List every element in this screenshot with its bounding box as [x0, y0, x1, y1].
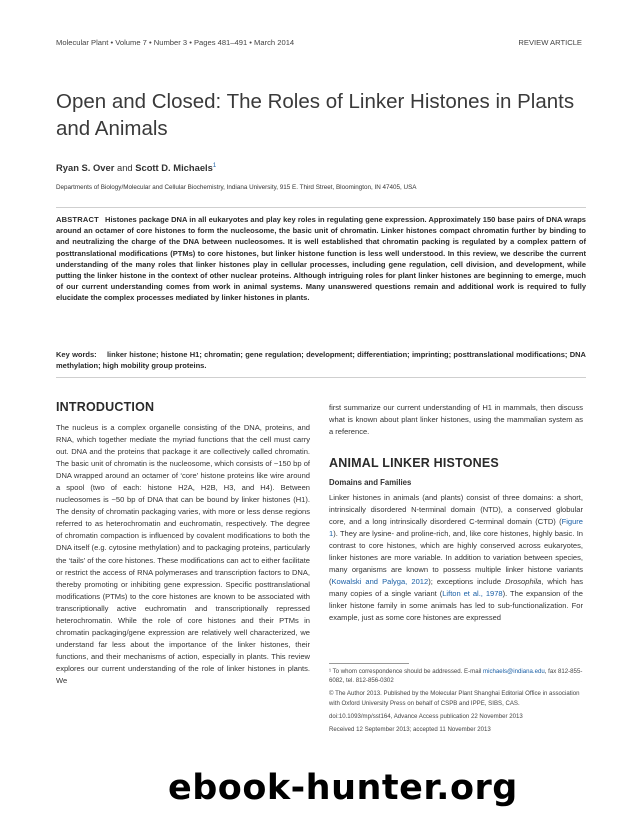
watermark: ebook-hunter.org [168, 768, 518, 808]
subsection-heading: Domains and Families [329, 478, 412, 487]
paragraph [329, 492, 583, 625]
abstract-text: Histones package DNA in all eukaryotes and play key roles in regulating gene expression. Approximately 150 base pairs of DNA wraps around an octamer of core histones to form the nucleosome, the basic unit of chromatin. Linker histones compact chromatin further by binding to and neutralizing the charge of the DNA between nucleosomes. It is well established that chromatin packing is regulated by a complex pattern of posttranslational modifications (PTMs) to core histones, but linker histone function is less well understood. In this review, we describe the current understanding of the many roles that linker histones play in cellular processes, including gene regulation, cell division, and development, while putting the linker histone in the context of other nuclear proteins. Although intriguing roles for plant linker histones are beginning to emerge, much of our current understanding comes from work in animal systems. Many unanswered questions remain and additional work is required to fully elucidate the complex processes mediated by linker histones in plants. [56, 215, 586, 303]
abstract [56, 214, 586, 304]
text-run: , which has many copies of a single variant ( [329, 577, 583, 599]
keywords-text: linker histone; histone H1; chromatin; gene regulation; development; differentiation; imprinting; posttranslational modifications; DNA methylation; high mobility group proteins. [56, 350, 586, 371]
text-run: Linker histones in animals (and plants) consist of three domains: a short, intrinsically disordered N-terminal domain (NTD), a conserved globular core, and a long intrinsically disordered C-terminal domain (CTD) ( [329, 493, 583, 527]
text-run: ¹ To whom correspondence should be addressed. E-mail [329, 668, 484, 675]
introduction-body [56, 422, 310, 687]
email-link[interactable]: michaels@indiana.edu [483, 668, 545, 675]
divider [56, 207, 586, 208]
text-run: , fax 812-855-6082, tel. 812-856-0302 [329, 668, 583, 685]
citation-link[interactable]: Lifton et al., 1978 [442, 589, 503, 599]
affiliation: Departments of Biology/Molecular and Cellular Biochemistry, Indiana University, 915 E. Third Street, Bloomington, IN 47405, USA [56, 184, 417, 191]
correspondence-footnote [329, 667, 583, 685]
journal-info: Molecular Plant • Volume 7 • Number 3 • Pages 481–491 • March 2014 [56, 38, 295, 47]
citation-link[interactable]: Kowalski and Palyga, 2012 [331, 577, 429, 587]
text-run: ); exceptions include [428, 577, 506, 587]
doi-line: doi:10.1093/mp/sst164, Advance Access publication 22 November 2013 [329, 712, 523, 720]
received-dates: Received 12 September 2013; accepted 11 November 2013 [329, 726, 491, 734]
paragraph: first summarize our current understanding of H1 in mammals, then discuss what is known about plant linker histones, using the mammalian system as a reference. [329, 403, 583, 437]
footnotes [329, 667, 583, 738]
abstract-label: ABSTRACT [56, 215, 99, 224]
text-run: ). The expansion of the linker histone family in some animals has led to sub-functionalization. For example, just as some core histones are expressed [329, 589, 584, 623]
right-column-continuation [329, 402, 583, 438]
copyright-notice: © The Author 2013. Published by the Molecular Plant Shanghai Editorial Office in association with Oxford University Press on behalf of CSPB and IPPE, SIBS, CAS. [329, 690, 580, 707]
keywords-label: Key words: [56, 350, 97, 359]
section-heading-animal-linker-histones: ANIMAL LINKER HISTONES [329, 456, 499, 470]
figure-reference-link[interactable]: Figure 1 [329, 517, 583, 539]
divider [56, 377, 586, 378]
author-conjunction: and [114, 162, 136, 173]
footnote-divider [329, 663, 409, 664]
author-name: Scott D. Michaels [135, 162, 213, 173]
species-name: Drosophila [505, 577, 542, 587]
animal-linker-histones-body [329, 492, 583, 625]
paragraph: The nucleus is a complex organelle consisting of the DNA, proteins, and RNA, which together mediate the myriad functions that the cell must carry out. DNA and the proteins that package it are collectively called chromatin. The basic unit of chromatin is the nucleosome, which consists of ~150 bp of DNA wrapped around an octamer of ‘core’ histone proteins like wire around a spool (two of each: histone H2A, H2B, H3, and H4). Between nucleosomes is ~50 bp of DNA that can be bound by linker histones (H1). The density of chromatin packaging varies, with more or less dense regions referred to as heterochromatin and euchromatin, respectively. The degree of chromatin compaction is influenced by covalent modifications to both the DNA itself (e.g. cytosine methylation) and to packaging proteins, particularly the ‘tails’ of the core histones. These modifications can act to either facilitate or restrict the access of RNA polymerases and transcription factors to DNA, thereby promoting or inhibiting gene expression. Specific posttranslational modifications (PTMs) to the core histones are known to be associated with transcriptionally active euchromatin and transcriptionally repressed heterochromatin. While the role of core histones and their PTMs in chromatin packaging/gene expression are relatively well characterized, we understand far less about the importance of the linker histones, their functions, and their mechanisms of action, especially in plants. This review explores our current understanding of the role of linker histones in plants. We [56, 423, 310, 685]
text-run: ). They are lysine- and proline-rich, and, like core histones, highly basic. In contrast to core histones, which are highly conserved across eukaryotes, linker histones are more variable. In addition to variation between species, many organisms are known to possess multiple linker histone variants ( [329, 529, 583, 587]
article-title: Open and Closed: The Roles of Linker Histones in Plants and Animals [56, 90, 575, 140]
article-type: REVIEW ARTICLE [518, 38, 582, 47]
keywords [56, 349, 586, 371]
footnote-marker[interactable]: 1 [212, 162, 217, 169]
section-heading-introduction: INTRODUCTION [56, 400, 155, 414]
author-name: Ryan S. Over [56, 162, 115, 173]
author-list [56, 162, 216, 173]
running-head [56, 38, 582, 50]
